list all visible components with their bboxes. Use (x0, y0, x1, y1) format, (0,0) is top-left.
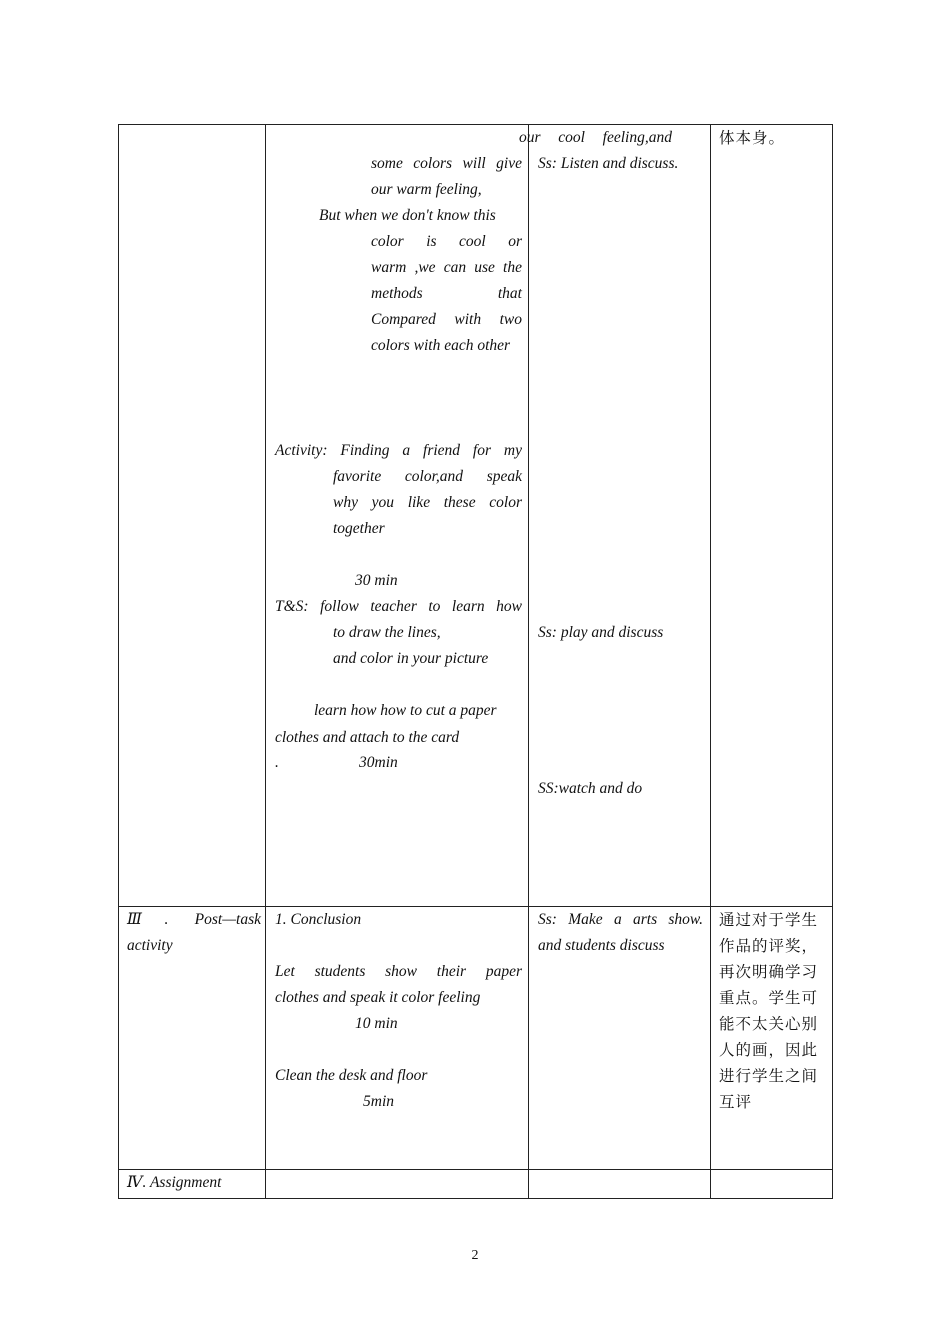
student-activity-cell (529, 125, 711, 907)
stage-title: Ⅳ. Assignment (127, 1174, 222, 1191)
procedure-line: . (275, 754, 279, 771)
notes-cell (711, 125, 833, 907)
procedure-line: learn how how to cut a paper (314, 702, 497, 719)
notes-line: 再次明确学习 (719, 963, 819, 981)
procedure-cell (266, 1170, 529, 1199)
notes-line: 作品的评奖， (719, 937, 819, 955)
notes-cell (711, 907, 833, 1170)
procedure-line: Clean the desk and floor (275, 1067, 428, 1084)
procedure-line: clothes and speak it color feeling (275, 989, 481, 1006)
procedure-line: colors with each other (371, 337, 511, 354)
notes-cell (711, 1170, 833, 1199)
procedure-line: 1. Conclusion (275, 911, 362, 928)
stage-title: activity (127, 937, 173, 954)
procedure-line: our cool feeling,and (519, 129, 672, 146)
procedure-line: why you like these color (333, 494, 522, 511)
procedure-line: our warm feeling, (371, 181, 482, 198)
student-activity-line: SS:watch and do (538, 780, 643, 797)
notes-line: 通过对于学生 (719, 911, 819, 929)
table-row (119, 125, 833, 907)
student-activity-cell (529, 907, 711, 1170)
stage-cell (119, 1170, 266, 1199)
table-row (119, 1170, 833, 1199)
lesson-plan-table (118, 124, 833, 1199)
stage-cell (119, 907, 266, 1170)
procedure-line: some colors will give (371, 155, 522, 172)
notes-line: 人的画，因此 (719, 1041, 819, 1059)
procedure-line: But when we don't know this (319, 207, 496, 224)
procedure-line: together (333, 520, 385, 537)
procedure-line: 30min (359, 754, 398, 771)
procedure-line: to draw the lines, (333, 624, 441, 641)
notes-line: 体本身。 (719, 129, 786, 147)
student-activity-line: Ss: Make a arts show. (538, 911, 703, 928)
student-activity-line: and students discuss (538, 937, 665, 954)
procedure-line: clothes and attach to the card (275, 729, 460, 746)
student-activity-line: Ss: play and discuss (538, 624, 664, 641)
table-row (119, 907, 833, 1170)
notes-line: 重点。学生可 (719, 989, 819, 1007)
procedure-line: warm ,we can use the (371, 259, 522, 276)
procedure-line: 10 min (355, 1015, 398, 1032)
notes-line: 进行学生之间 (719, 1067, 819, 1085)
procedure-line: Activity: Finding a friend for my (275, 442, 522, 459)
stage-cell (119, 125, 266, 907)
procedure-line: 30 min (355, 572, 398, 589)
procedure-cell (266, 907, 529, 1170)
notes-line: 互评 (719, 1093, 753, 1111)
stage-title: Ⅲ. Post—task (127, 911, 261, 928)
procedure-line: Compared with two (371, 311, 522, 328)
notes-line: 能不太关心别 (719, 1015, 819, 1033)
procedure-line: and color in your picture (333, 650, 489, 667)
student-activity-line: Ss: Listen and discuss. (538, 155, 679, 172)
procedure-line: 5min (363, 1093, 394, 1110)
procedure-line: Let students show their paper (275, 963, 522, 980)
procedure-line: favorite color,and speak (333, 468, 522, 485)
procedure-line: T&S: follow teacher to learn how (275, 598, 522, 615)
procedure-line: color is cool or (371, 233, 522, 250)
page-number: 2 (471, 1248, 479, 1263)
procedure-line: methods that (371, 285, 522, 302)
student-activity-cell (529, 1170, 711, 1199)
